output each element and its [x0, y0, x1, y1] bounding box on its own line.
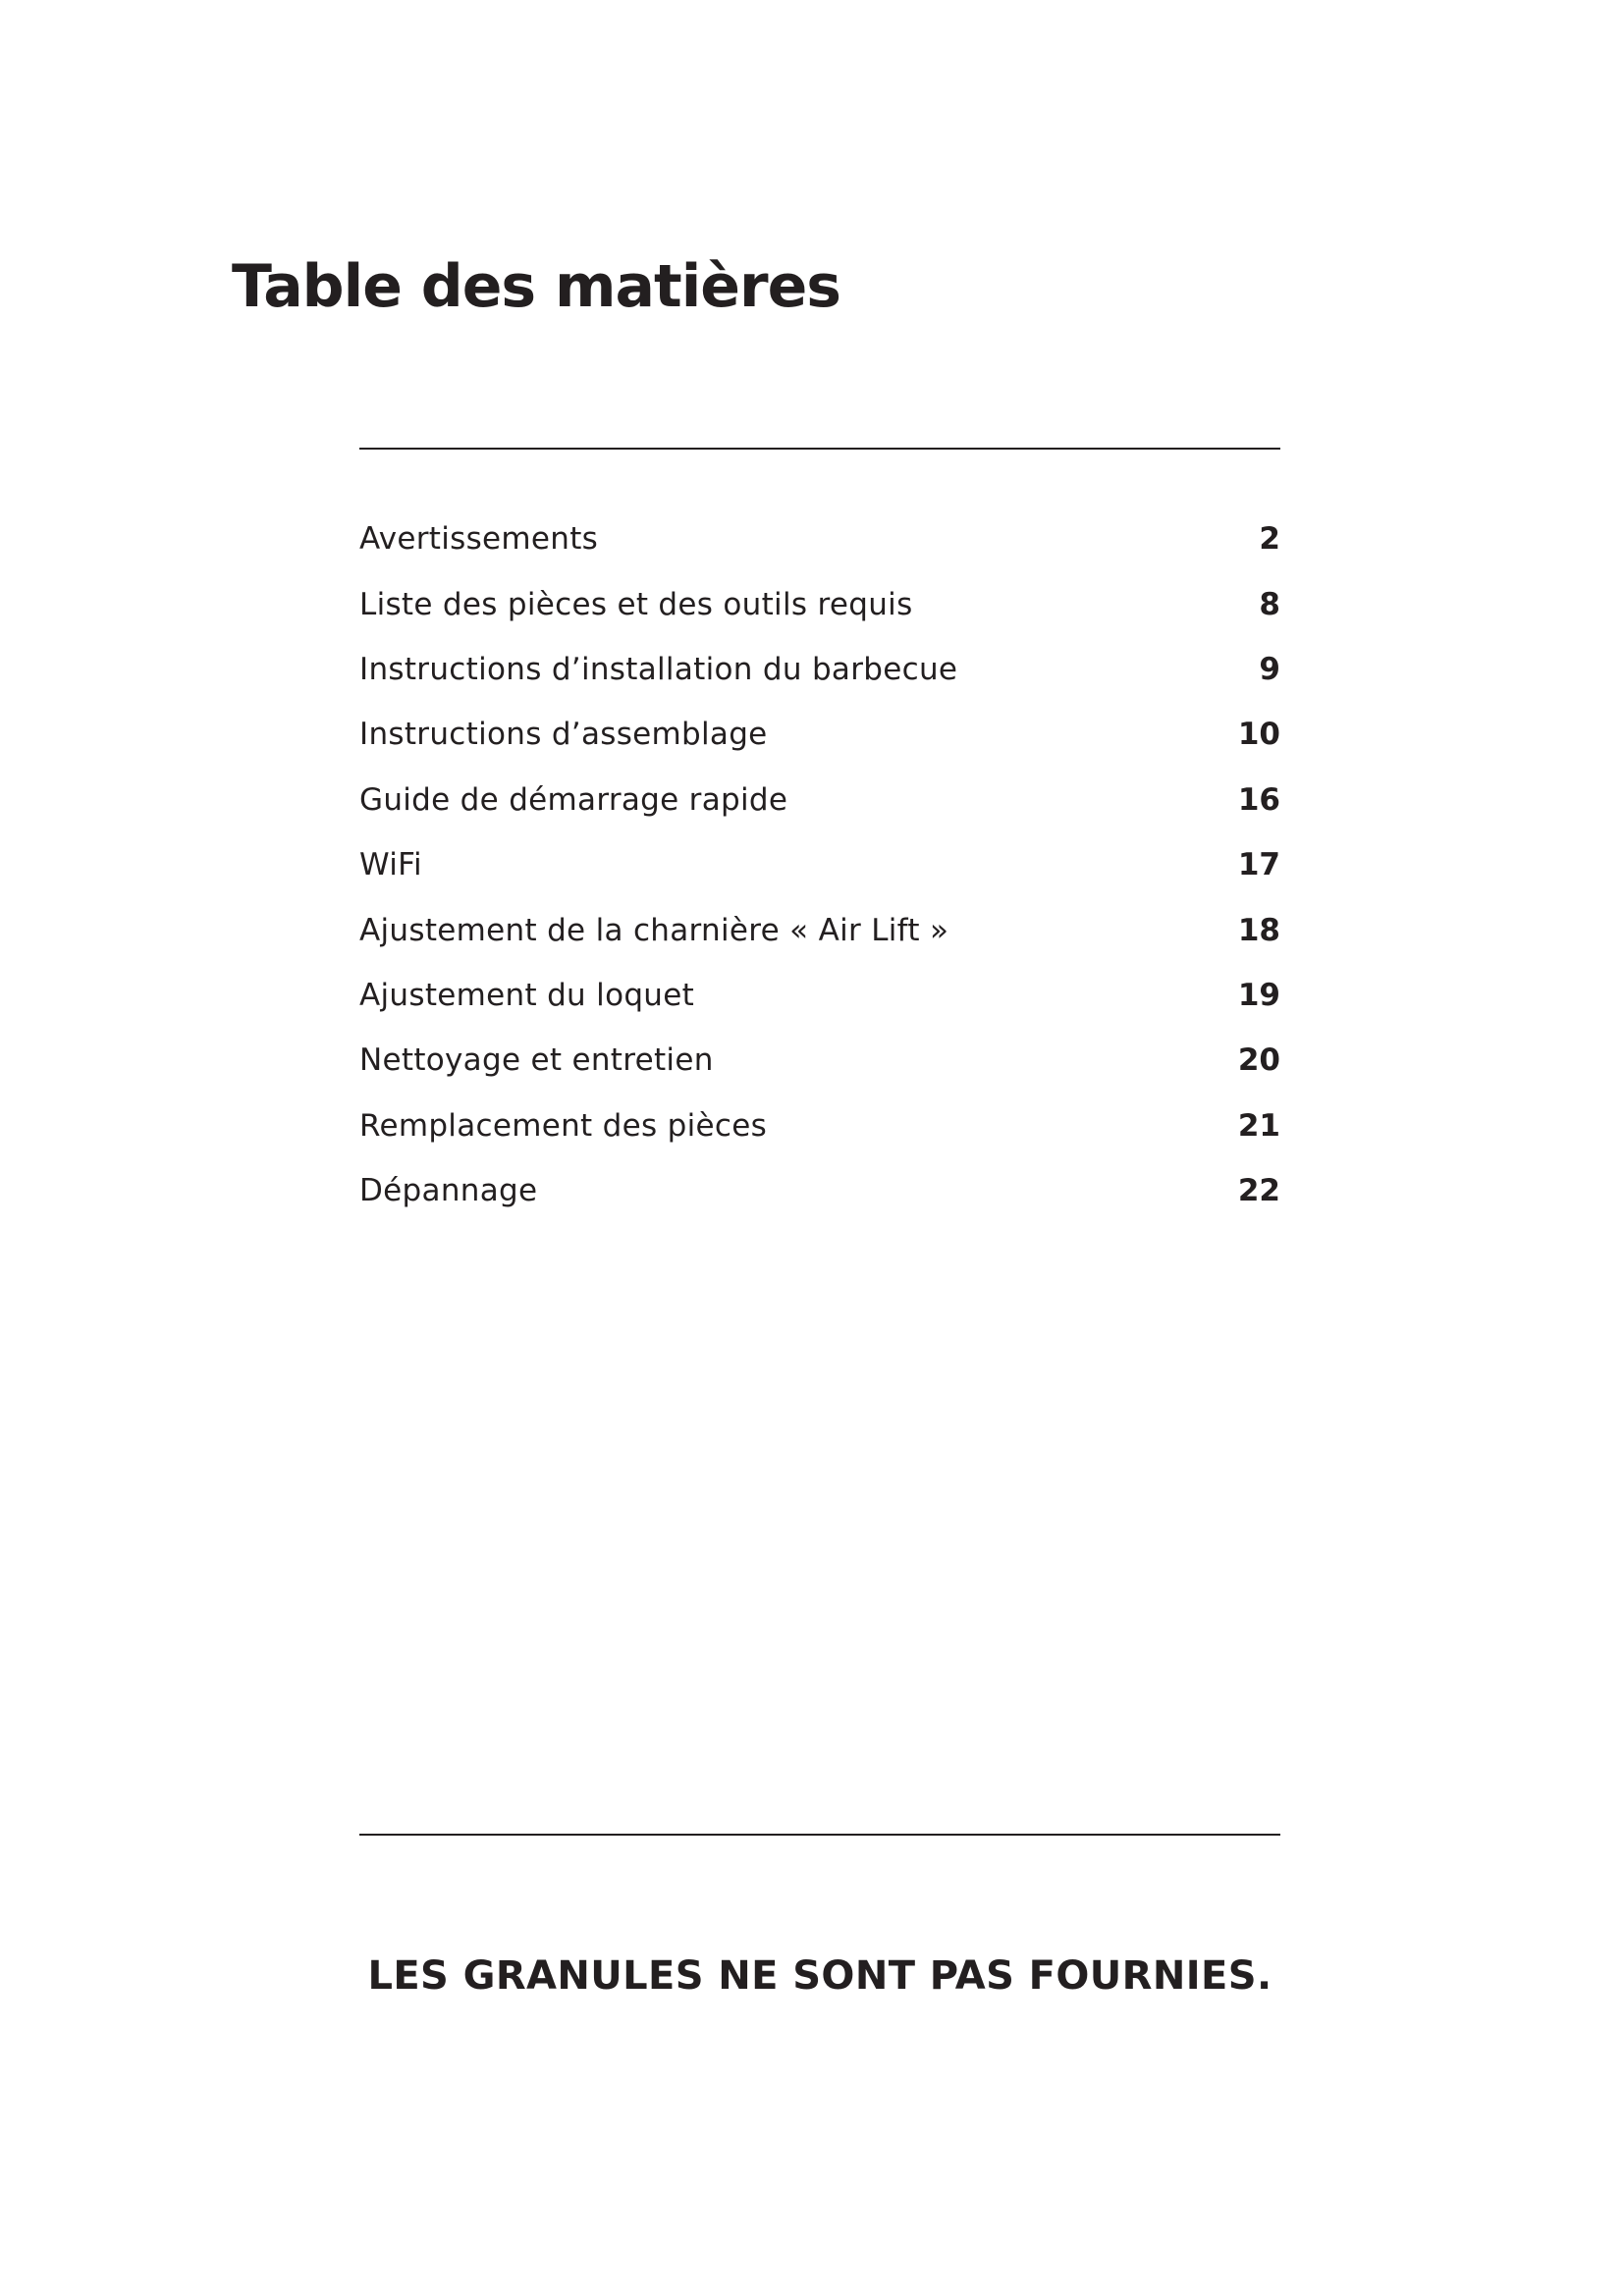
toc-entry-label: Ajustement du loquet	[359, 977, 695, 1013]
toc-entry-label: Nettoyage et entretien	[359, 1042, 714, 1079]
toc-entry-cleaning[interactable]	[359, 1028, 1280, 1093]
toc-entry-label: Remplacement des pièces	[359, 1107, 768, 1144]
toc-entry-label: Liste des pièces et des outils requis	[359, 586, 913, 622]
toc-entry-page-number: 19	[1237, 977, 1280, 1013]
toc-entry-air-lift-hinge[interactable]	[359, 897, 1280, 962]
toc-entry-page-number: 8	[1259, 586, 1280, 622]
toc-entry-assembly[interactable]	[359, 702, 1280, 767]
toc-entry-troubleshooting[interactable]	[359, 1158, 1280, 1223]
toc-entry-label: Instructions d’assemblage	[359, 717, 768, 753]
toc-entry-label: Instructions d’installation du barbecue	[359, 651, 958, 687]
toc-entry-grill-installation[interactable]	[359, 637, 1280, 702]
toc-entry-parts-and-tools[interactable]	[359, 571, 1280, 636]
toc-entry-page-number: 2	[1259, 521, 1280, 558]
toc-entry-page-number: 20	[1237, 1042, 1280, 1079]
toc-entry-page-number: 17	[1237, 847, 1280, 883]
toc-entry-label: Dépannage	[359, 1173, 538, 1209]
toc-entry-wifi[interactable]	[359, 832, 1280, 897]
toc-entry-label: Avertissements	[359, 521, 599, 558]
top-divider	[359, 448, 1280, 450]
page-title: Table des matières	[232, 252, 840, 321]
pellets-notice: LES GRANULES NE SONT PAS FOURNIES.	[367, 1953, 1272, 1999]
toc-entry-label: Ajustement de la charnière « Air Lift »	[359, 912, 949, 948]
toc-entry-quick-start[interactable]	[359, 768, 1280, 832]
toc-entry-latch-adjustment[interactable]	[359, 963, 1280, 1028]
toc-entry-page-number: 18	[1237, 912, 1280, 948]
toc-entry-warnings[interactable]	[359, 507, 1280, 571]
bottom-divider	[359, 1834, 1280, 1836]
toc-entry-page-number: 9	[1259, 651, 1280, 687]
toc-entry-page-number: 16	[1237, 781, 1280, 818]
table-of-contents	[359, 507, 1280, 1223]
toc-entry-label: WiFi	[359, 847, 422, 883]
toc-entry-page-number: 21	[1237, 1107, 1280, 1144]
toc-entry-label: Guide de démarrage rapide	[359, 781, 788, 818]
toc-entry-page-number: 10	[1237, 717, 1280, 753]
toc-entry-parts-replacement[interactable]	[359, 1094, 1280, 1158]
toc-entry-page-number: 22	[1237, 1173, 1280, 1209]
